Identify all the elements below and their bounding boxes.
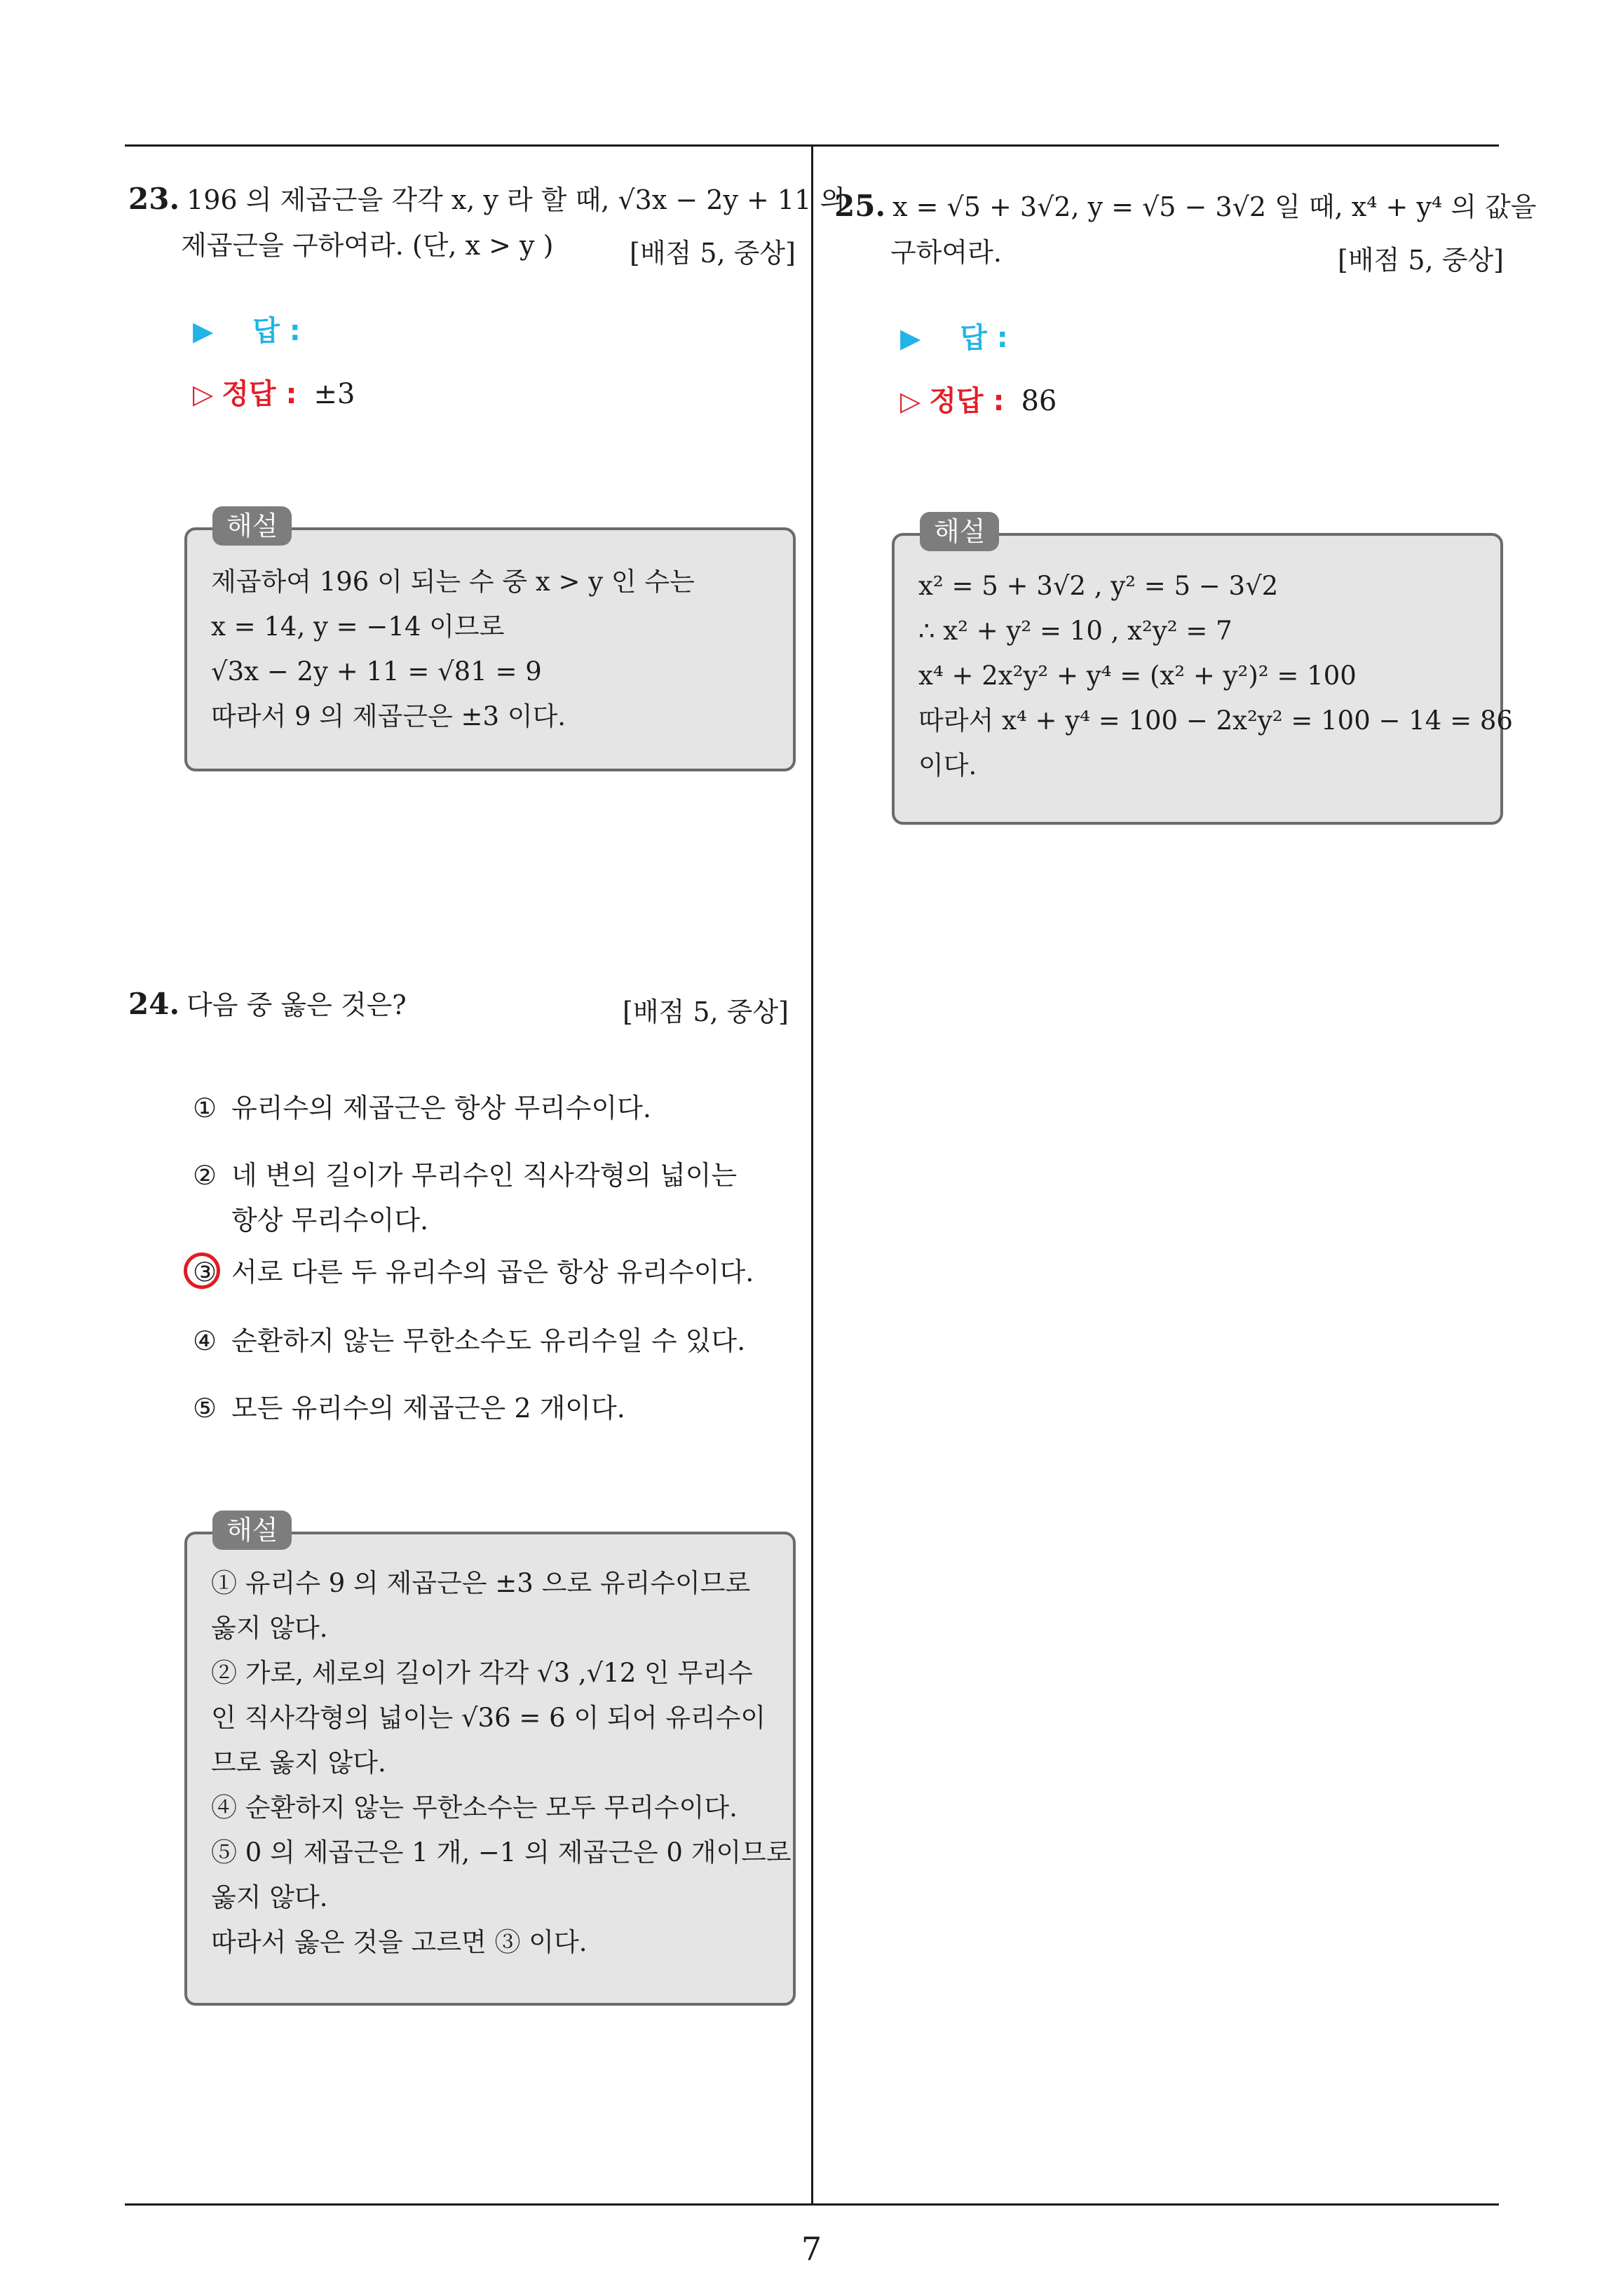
q24-explanation-line: ⑤ 0 의 제곱근은 1 개, −1 의 제곱근은 0 개이므로 xyxy=(211,1837,792,1868)
q23-explanation-tab: 해설 xyxy=(212,506,292,546)
q23-explanation-line: 따라서 9 의 제곱근은 ±3 이다. xyxy=(211,701,566,731)
q25-explanation-line: 따라서 x⁴ + y⁴ = 100 − 2x²y² = 100 − 14 = 86 xyxy=(918,705,1513,736)
q24-explanation-line: 따라서 옳은 것을 고르면 ③ 이다. xyxy=(211,1927,588,1957)
q24-explanation-line: 므로 옳지 않다. xyxy=(211,1748,386,1778)
q24-text-line1: 다음 중 옳은 것은? xyxy=(186,990,407,1020)
q24-line1 xyxy=(128,982,407,1027)
q23-explanation-line: 제곱하여 196 이 되는 수 중 x > y 인 수는 xyxy=(211,567,695,597)
q23-explanation-line: x = 14, y = −14 이므로 xyxy=(211,612,505,642)
choice-4-number: ④ xyxy=(192,1325,217,1356)
play-icon: ▶ xyxy=(900,323,921,353)
q23-correct-value: ±3 xyxy=(313,378,355,410)
q25-text-line2: 구하여라. xyxy=(890,237,1002,268)
q23-answer-row xyxy=(193,309,301,349)
choice-1-number: ① xyxy=(192,1093,217,1123)
choice-3[interactable] xyxy=(191,1250,754,1295)
q23-explanation-box xyxy=(184,511,796,771)
q23-text-line2: 제곱근을 구하여라. (단, x > y ) xyxy=(181,230,554,261)
choice-4[interactable] xyxy=(191,1318,745,1363)
choice-1[interactable] xyxy=(191,1086,651,1130)
choice-2-continued: 항상 무리수이다. xyxy=(231,1205,429,1236)
triangle-outline-icon: ▷ xyxy=(900,386,921,417)
choice-5-text: 모든 유리수의 제곱근은 2 개이다. xyxy=(231,1393,625,1424)
q24-explanation-line: 옳지 않다. xyxy=(211,1613,328,1643)
triangle-outline-icon: ▷ xyxy=(193,379,214,410)
q25-number: 25. xyxy=(834,189,886,223)
q23-line1 xyxy=(128,177,846,222)
q24-number: 24. xyxy=(128,987,180,1021)
q23-text-line1: 196 의 제곱근을 각각 x, y 라 할 때, √3x − 2y + 11 의 xyxy=(186,184,846,215)
q24-explanation-line: ② 가로, 세로의 길이가 각각 √3 ,√12 인 무리수 xyxy=(211,1658,753,1688)
q24-explanation-line: 인 직사각형의 넓이는 √36 = 6 이 되어 유리수이 xyxy=(211,1703,766,1733)
q25-line1 xyxy=(834,184,1536,229)
q23-score: [배점 5, 중상] xyxy=(630,238,796,269)
q25-explanation-line: x² = 5 + 3√2 , y² = 5 − 3√2 xyxy=(918,571,1279,601)
q25-text-line1: x = √5 + 3√2, y = √5 − 3√2 일 때, x⁴ + y⁴ 의 값을 xyxy=(892,191,1537,222)
choice-2[interactable] xyxy=(191,1153,737,1198)
q25-explanation-line: 이다. xyxy=(918,750,977,781)
choice-2-number: ② xyxy=(192,1160,217,1191)
choice-5[interactable] xyxy=(191,1386,625,1431)
q25-explanation-line: ∴ x² + y² = 10 , x²y² = 7 xyxy=(918,616,1232,646)
column-divider xyxy=(811,144,813,2205)
q23-answer-label: 답 : xyxy=(252,315,301,347)
choice-2-text: 네 변의 길이가 무리수인 직사각형의 넓이는 xyxy=(231,1160,738,1191)
q23-correct-row xyxy=(193,372,355,412)
choice-1-text: 유리수의 제곱근은 항상 무리수이다. xyxy=(231,1093,651,1123)
q25-explanation-line: x⁴ + 2x²y² + y⁴ = (x² + y²)² = 100 xyxy=(918,661,1357,691)
q24-explanation-box xyxy=(184,1515,796,2006)
q24-explanation-line: 옳지 않다. xyxy=(211,1882,328,1912)
q23-explanation-line: √3x − 2y + 11 = √81 = 9 xyxy=(211,656,542,687)
choice-3-number: ③ xyxy=(192,1257,217,1288)
q24-explanation-line: ① 유리수 9 의 제곱근은 ±3 으로 유리수이므로 xyxy=(211,1568,751,1598)
q25-score: [배점 5, 중상] xyxy=(1338,245,1504,276)
q25-correct-row xyxy=(900,379,1057,419)
q24-score: [배점 5, 중상] xyxy=(623,997,789,1027)
q25-correct-label: 정답 : xyxy=(929,385,1005,417)
q23-correct-label: 정답 : xyxy=(222,378,297,410)
q25-answer-label: 답 : xyxy=(960,322,1008,354)
q24-explanation-tab: 해설 xyxy=(212,1511,292,1550)
page-number: 7 xyxy=(801,2230,822,2268)
q23-number: 23. xyxy=(128,182,180,216)
q25-answer-row xyxy=(900,316,1008,356)
choice-5-number: ⑤ xyxy=(192,1393,217,1424)
bottom-rule xyxy=(125,2203,1499,2206)
q25-correct-value: 86 xyxy=(1021,385,1057,417)
q25-explanation-box xyxy=(892,516,1513,825)
q24-explanation-line: ④ 순환하지 않는 무한소수는 모두 무리수이다. xyxy=(211,1792,738,1823)
choice-3-text: 서로 다른 두 유리수의 곱은 항상 유리수이다. xyxy=(231,1257,754,1288)
play-icon: ▶ xyxy=(193,316,214,346)
choice-4-text: 순환하지 않는 무한소수도 유리수일 수 있다. xyxy=(231,1325,746,1356)
q25-explanation-tab: 해설 xyxy=(920,512,999,551)
